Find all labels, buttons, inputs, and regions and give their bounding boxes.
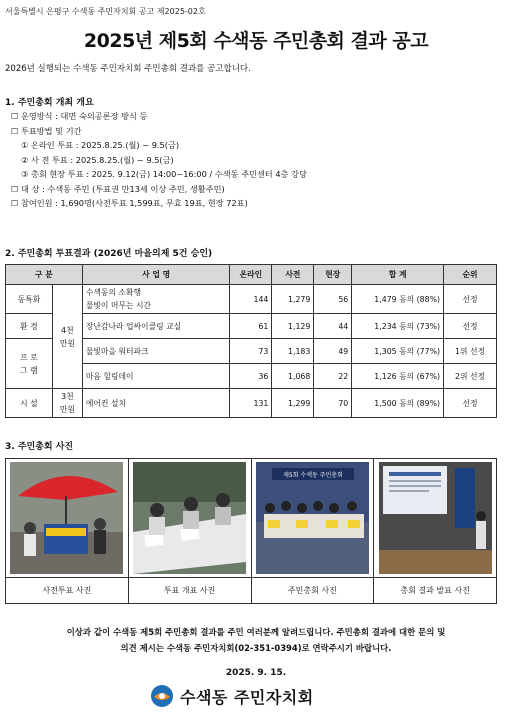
row-category: 시 설 bbox=[6, 389, 53, 418]
row-category: 프 로 그 램 bbox=[6, 339, 53, 389]
row-site: 22 bbox=[314, 364, 352, 389]
section-1-title: 1. 주민총회 개최 개요 bbox=[5, 98, 94, 108]
section-3-title: 3. 주민총회 사진 bbox=[5, 442, 74, 452]
row-total: 1,234 동의 (73%) bbox=[352, 314, 444, 339]
document-number: 서울특별시 은평구 수색동 주민자치회 공고 제2025-02호 bbox=[5, 7, 206, 16]
overview-item: ☐ 대 상 : 수색동 주민 (투표권 만13세 이상 주민, 생활주민) bbox=[11, 183, 225, 194]
overview-item: ☐ 운영방식 : 대면 숙의공론장 방식 등 bbox=[11, 111, 148, 121]
row-rank: 선정 bbox=[444, 285, 497, 314]
result-announcement-photo bbox=[379, 462, 492, 574]
organization-signature bbox=[150, 684, 314, 708]
row-category: 환 경 bbox=[6, 314, 53, 339]
row-total: 1,126 동의 (67%) bbox=[352, 364, 444, 389]
organization-name: 수색동 주민자치회 bbox=[180, 687, 314, 707]
assembly-photo bbox=[256, 462, 369, 574]
row-site: 56 bbox=[314, 285, 352, 314]
row-pre: 1,279 bbox=[272, 285, 314, 314]
row-category: 동특화 bbox=[6, 285, 53, 314]
closing-line: 의견 제시는 수색동 주민자치회(02-351-0394)로 연락주시기 바랍니다. bbox=[120, 643, 392, 653]
row-online: 73 bbox=[230, 339, 272, 364]
table-row bbox=[6, 389, 497, 418]
header-category: 구 분 bbox=[6, 265, 83, 285]
table-header-row bbox=[6, 265, 497, 285]
row-rank: 선정 bbox=[444, 314, 497, 339]
header-rank: 순위 bbox=[444, 265, 497, 285]
row-pre: 1,068 bbox=[272, 364, 314, 389]
banner-text: 제5회 수색동 주민총회 bbox=[282, 472, 343, 479]
photo-cell bbox=[251, 459, 374, 578]
budget-cell: 3천 만원 bbox=[52, 389, 82, 418]
row-pre: 1,183 bbox=[272, 339, 314, 364]
vote-count-photo bbox=[133, 462, 246, 574]
overview-item: ☐ 참여인원 : 1,690명(사전투표 1,599표, 무효 19표, 현장 72표) bbox=[11, 198, 248, 208]
photo-caption: 투표 개표 사진 bbox=[128, 578, 251, 604]
row-online: 144 bbox=[230, 285, 272, 314]
announcement-date: 2025. 9. 15. bbox=[225, 668, 287, 678]
overview-item: ① 온라인 투표 : 2025.8.25.(월) ~ 9.5(금) bbox=[21, 140, 180, 150]
photo-caption: 총회 결과 발표 사진 bbox=[374, 578, 497, 604]
row-project: 장난감나라 업싸이클링 교실 bbox=[82, 314, 230, 339]
photo-grid bbox=[5, 458, 497, 604]
photo-cell bbox=[374, 459, 497, 578]
row-site: 44 bbox=[314, 314, 352, 339]
row-total: 1,500 동의 (89%) bbox=[352, 389, 444, 418]
overview-item: ② 사 전 투표 : 2025.8.25.(월) ~ 9.5(금) bbox=[21, 154, 174, 165]
header-pre: 사전 bbox=[272, 265, 314, 285]
row-rank: 1위 선정 bbox=[444, 339, 497, 364]
row-project: 마음 힐링데이 bbox=[82, 364, 230, 389]
row-rank: 2위 선정 bbox=[444, 364, 497, 389]
page-title: 2025년 제5회 수색동 주민총회 결과 공고 bbox=[83, 30, 429, 52]
row-project: 에어컨 설치 bbox=[82, 389, 230, 418]
row-pre: 1,129 bbox=[272, 314, 314, 339]
row-pre: 1,299 bbox=[272, 389, 314, 418]
header-site: 현장 bbox=[314, 265, 352, 285]
photo-caption: 사전투표 사진 bbox=[6, 578, 129, 604]
row-online: 61 bbox=[230, 314, 272, 339]
pre-vote-photo bbox=[10, 462, 123, 574]
header-total: 합 계 bbox=[352, 265, 444, 285]
row-online: 36 bbox=[230, 364, 272, 389]
row-rank: 선정 bbox=[444, 389, 497, 418]
row-project: 물빛마을 워터파크 bbox=[82, 339, 230, 364]
budget-cell: 4천 만원 bbox=[52, 285, 82, 389]
section-2-title: 2. 주민총회 투표결과 (2026년 마을의제 5건 승인) bbox=[5, 249, 213, 259]
closing-message bbox=[0, 624, 512, 656]
photo-cell bbox=[6, 459, 129, 578]
overview-item: ☐ 투표방법 및 기간 bbox=[11, 125, 82, 136]
row-site: 49 bbox=[314, 339, 352, 364]
overview-item: ③ 총회 현장 투표 : 2025. 9.12(금) 14:00~16:00 / 수색동 주민센터 4층 강당 bbox=[21, 169, 307, 179]
table-row bbox=[6, 285, 497, 314]
photo-cell bbox=[128, 459, 251, 578]
header-project: 사 업 명 bbox=[82, 265, 230, 285]
organization-logo-icon bbox=[150, 684, 174, 708]
row-online: 131 bbox=[230, 389, 272, 418]
row-project: 수색동의 소확행 물빛이 머무는 시간 bbox=[82, 285, 230, 314]
overview-list bbox=[11, 109, 307, 211]
row-total: 1,305 동의 (77%) bbox=[352, 339, 444, 364]
photo-caption: 주민총회 사진 bbox=[251, 578, 374, 604]
row-site: 70 bbox=[314, 389, 352, 418]
intro-text: 2026년 실행되는 수색동 주민자치회 주민총회 결과를 공고합니다. bbox=[5, 64, 251, 74]
row-total: 1,479 동의 (88%) bbox=[352, 285, 444, 314]
vote-results-table bbox=[5, 264, 497, 418]
closing-line: 이상과 같이 수색동 제5회 주민총회 결과를 주민 여러분께 알려드립니다. 주민총회 결과에 대한 문의 및 bbox=[66, 627, 446, 637]
header-online: 온라인 bbox=[230, 265, 272, 285]
